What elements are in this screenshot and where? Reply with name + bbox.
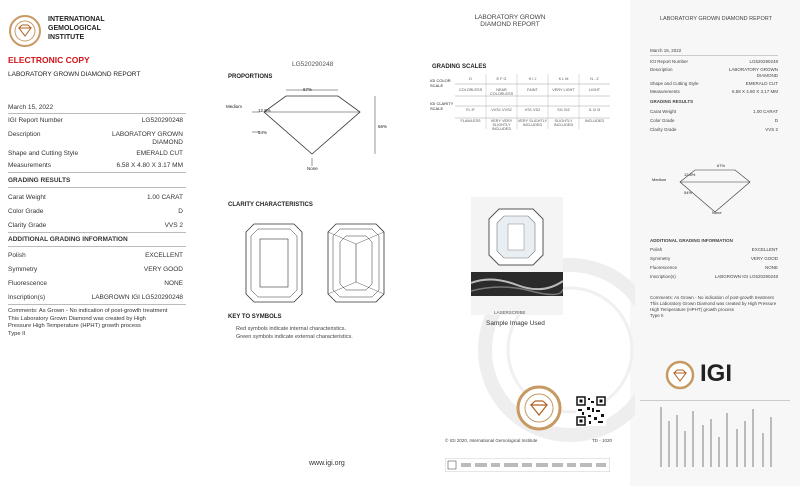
laserscribe-label: LASERSCRIBE <box>494 310 526 315</box>
side-color-row: Color Grade D <box>650 118 778 123</box>
color-scale-cell: K L M <box>558 77 569 81</box>
color-scale-label: IGI COLOR SCALE <box>430 78 451 88</box>
clarity-scale-cell: VVS1 VVS2 <box>491 108 512 112</box>
side-logo: IGI <box>700 360 733 387</box>
comments: Comments: As Grown - No indication of post-growth treatment This Laboratory Grown Diamond was created by High Pressure High Temperature (HPHT) growth process Type II <box>8 308 168 337</box>
clarity-scale-label: IGI CLARITY SCALE <box>430 101 454 111</box>
description-row: Description LABORATORY GROWN DIAMOND <box>8 131 183 146</box>
side-report-number-row: IGI Report Number LG520290248 <box>650 59 778 64</box>
color-row: Color Grade D <box>8 208 183 215</box>
key-line-2: Green symbols indicate external characteristics. <box>236 334 353 340</box>
clarity-scale-cell: I1 I2 I3 <box>588 108 601 112</box>
igi-seal-icon <box>8 14 42 48</box>
center-report-number: LG520290248 <box>292 61 334 68</box>
color-scale-cell: E F G <box>496 77 507 81</box>
side-crown-label: 12.8% <box>684 172 696 177</box>
side-measurements-row: Measurements 6.58 X 4.80 X 3.17 MM <box>650 89 778 94</box>
clarity-plot-bottom-view <box>326 222 386 304</box>
clarity-row: Clarity Grade VVS 2 <box>8 222 183 229</box>
inscription-row: Inscription(s) LABGROWN IGI LG520290248 <box>8 294 183 301</box>
side-grading-heading: GRADING RESULTS <box>650 99 694 104</box>
clarity-heading: CLARITY CHARACTERISTICS <box>228 202 313 208</box>
sample-image-caption: Sample Image Used <box>486 320 545 327</box>
electronic-copy-label: ELECTRONIC COPY <box>8 55 90 65</box>
form-code: TD - 1020 <box>592 438 613 443</box>
key-line-1: Red symbols indicate internal characteristics. <box>236 326 347 332</box>
table-percent: 67% <box>303 87 313 92</box>
key-heading: KEY TO SYMBOLS <box>228 314 282 320</box>
color-scale-name: LIGHT <box>588 88 601 92</box>
report-number-row: IGI Report Number LG520290248 <box>8 117 183 124</box>
side-stub <box>640 400 790 481</box>
side-shape-row: Shape and Cutting Style EMERALD CUT <box>650 81 778 86</box>
side-clarity-row: Clarity Grade VVS 2 <box>650 127 778 132</box>
igi-seal-icon <box>665 360 695 390</box>
clarity-plot-top-view <box>244 222 304 304</box>
side-polish-row: Polish EXCELLENT <box>650 247 778 252</box>
color-scale-name: COLORLESS <box>458 88 483 92</box>
copyright: © IGI 2020, International Gemological Institute <box>445 438 538 443</box>
color-scale-cell: N - Z <box>590 77 599 81</box>
side-additional-heading: ADDITIONAL GRADING INFORMATION <box>650 238 733 243</box>
side-symmetry-row: Symmetry VERY GOOD <box>650 256 778 261</box>
org-name-1: INTERNATIONAL <box>48 16 105 23</box>
igi-seal-icon <box>516 385 562 431</box>
sample-diamond-image <box>471 197 563 315</box>
side-title: LABORATORY GROWN DIAMOND REPORT <box>660 16 772 22</box>
side-culet-label: None <box>712 210 722 215</box>
shape-row: Shape and Cutting Style EMERALD CUT <box>8 150 183 157</box>
polish-row: Polish EXCELLENT <box>8 252 183 259</box>
clarity-scale-name: FLAWLESS <box>460 119 481 123</box>
color-scale-name: VERY LIGHT <box>552 88 575 92</box>
color-scale-cell: H I J <box>528 77 537 81</box>
grading-scales-heading: GRADING SCALES <box>432 64 487 70</box>
right-title-2: DIAMOND REPORT <box>480 21 540 28</box>
girdle-label: Medium <box>226 104 243 109</box>
culet-label: None <box>307 166 318 171</box>
additional-heading: ADDITIONAL GRADING INFORMATION <box>8 236 128 243</box>
org-name-3: INSTITUTE <box>48 34 85 41</box>
clarity-scale-name: VERY VERY SLIGHTLY INCLUDED <box>490 119 513 131</box>
side-description-row: Description LABORATORY GROWN DIAMOND <box>650 67 778 78</box>
color-scale-name: FAINT <box>527 88 538 92</box>
report-date: March 15, 2022 <box>8 104 54 111</box>
carat-row: Carat Weight 1.00 CARAT <box>8 194 183 201</box>
security-strip <box>445 458 610 472</box>
depth-percent: 66% <box>378 124 388 129</box>
symmetry-row: Symmetry VERY GOOD <box>8 266 183 273</box>
side-stub-lines <box>640 401 790 481</box>
side-girdle-label: Medium <box>652 177 667 182</box>
fluorescence-row: Fluorescence NONE <box>8 280 183 287</box>
proportions-diagram <box>220 82 390 177</box>
clarity-scale-name: VERY SLIGHTLY INCLUDED <box>517 119 548 127</box>
clarity-scale-name: SLIGHTLY INCLUDED <box>553 119 574 127</box>
crown-label: 12.8% <box>258 108 271 113</box>
side-table-percent: 67% <box>717 163 726 168</box>
grading-results-heading: GRADING RESULTS <box>8 177 71 184</box>
website: www.igi.org <box>309 460 345 467</box>
side-inscription-row: Inscription(s) LABGROWN IGI LG520290248 <box>650 274 778 279</box>
clarity-scale-cell: FL IF <box>466 108 475 112</box>
color-scale-cell: D <box>469 77 472 81</box>
clarity-scale-cell: VS1 VS2 <box>524 108 541 112</box>
measurements-row: Measurements 6.58 X 4.80 X 3.17 MM <box>8 162 183 169</box>
side-fluorescence-row: Fluorescence NONE <box>650 265 778 270</box>
proportions-heading: PROPORTIONS <box>228 74 273 80</box>
side-comments: Comments: As Grown - No indication of post-growth treatment This Laboratory Grown Diamond was created by High Pressure High Temperature (HPHT) growth process Type II <box>650 295 777 318</box>
right-title-1: LABORATORY GROWN <box>474 14 546 21</box>
side-pavilion-label: 54% <box>684 190 693 195</box>
side-carat-row: Carat Weight 1.00 CARAT <box>650 109 778 114</box>
color-scale-name: NEAR COLORLESS <box>489 88 514 96</box>
pavilion-label: 54% <box>258 130 268 135</box>
org-name-2: GEMOLOGICAL <box>48 25 101 32</box>
report-title: LABORATORY GROWN DIAMOND REPORT <box>8 71 141 78</box>
clarity-scale-name: INCLUDED <box>584 119 605 123</box>
clarity-scale-cell: SI1 SI2 <box>557 108 570 112</box>
side-date: March 15, 2022 <box>650 48 682 53</box>
qr-code-icon <box>576 396 606 426</box>
